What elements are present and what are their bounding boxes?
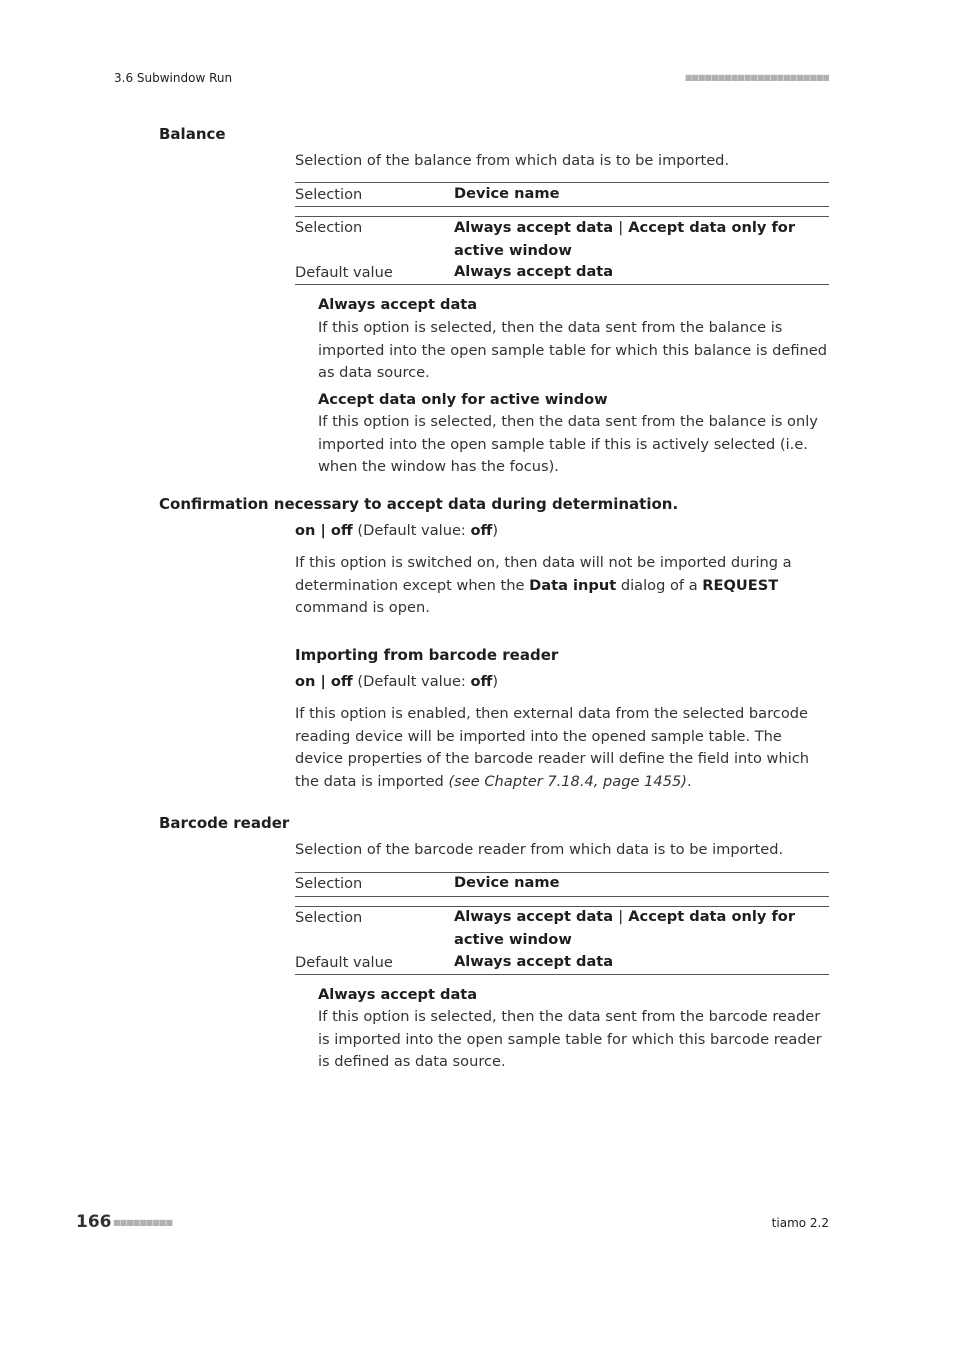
table-rule — [295, 896, 829, 897]
option-b: Accept data only for active window — [454, 219, 796, 259]
table-value: Always accept data — [454, 263, 614, 280]
confirmation-values — [295, 520, 829, 543]
default-suffix: ) — [492, 673, 499, 690]
option-description: If this option is selected, then the data sent from the balance is only imported into the open sample table if this is actively selected (i.e. when the window has the focus). — [318, 413, 818, 475]
barcode-reader-description: Selection of the barcode reader from which data is to be imported. — [295, 841, 784, 858]
option-separator: | — [618, 908, 624, 925]
table-bottom-rule — [295, 284, 829, 285]
barcode-import-description — [295, 703, 829, 793]
table-value: Always accept data — [454, 953, 614, 970]
option-title: Accept data only for active window — [318, 391, 608, 408]
text: If this option is switched on, then data will not be imported during a determination except when the — [295, 554, 792, 594]
default-prefix: (Default value: — [357, 673, 471, 690]
table-value-options — [454, 217, 829, 262]
option-description: If this option is selected, then the data sent from the barcode reader is imported into the open sample table for which this barcode reader is defined as data source. — [318, 1008, 822, 1070]
table-bottom-rule — [295, 974, 829, 975]
option-description: If this option is selected, then the data sent from the balance is imported into the open sample table for which this balance is defined as data source. — [318, 319, 828, 381]
footer-decoration: ■■■■■■■■■ — [113, 1218, 173, 1227]
table-key: Default value — [295, 264, 393, 281]
table-value-options — [454, 906, 829, 951]
default-value: off — [470, 673, 493, 690]
table-key: Default value — [295, 954, 393, 971]
cross-reference-link[interactable]: (see Chapter 7.18.4, page 1455) — [448, 772, 687, 790]
confirmation-description — [295, 552, 829, 620]
default-value: off — [470, 522, 493, 539]
balance-heading: Balance — [159, 125, 226, 143]
balance-description: Selection of the balance from which data is to be imported. — [295, 152, 730, 169]
option-title: Always accept data — [318, 986, 478, 1003]
text: dialog of a — [616, 576, 703, 594]
text: . — [686, 772, 692, 790]
option-a: Always accept data — [454, 908, 614, 925]
table-key: Selection — [295, 909, 363, 926]
barcode-import-heading: Importing from barcode reader — [295, 646, 559, 664]
value-range: on | off — [295, 522, 353, 539]
table-key: Selection — [295, 186, 363, 203]
header-decoration: ■■■■■■■■■■■■■■■■■■■■■■ — [684, 73, 829, 82]
default-prefix: (Default value: — [357, 522, 471, 539]
confirmation-heading: Confirmation necessary to accept data during determination. — [159, 495, 679, 513]
barcode-import-values — [295, 671, 829, 694]
table-rule — [295, 206, 829, 207]
table-value: Device name — [454, 874, 560, 891]
option-separator: | — [618, 219, 624, 236]
command-term: REQUEST — [702, 576, 779, 594]
table-key: Selection — [295, 875, 363, 892]
table-value: Device name — [454, 185, 560, 202]
default-suffix: ) — [492, 522, 499, 539]
table-key: Selection — [295, 219, 363, 236]
option-a: Always accept data — [454, 219, 614, 236]
ui-term: Data input — [529, 576, 617, 594]
value-range: on | off — [295, 673, 353, 690]
barcode-reader-heading: Barcode reader — [159, 814, 290, 832]
text: command is open. — [295, 599, 430, 616]
text: If this option is enabled, then external data from the selected barcode reading device will be imported into the opened sample table. The device properties of the barcode reader will define the field into which the data is imported — [295, 705, 810, 790]
option-title: Always accept data — [318, 296, 478, 313]
page-number: 166 — [76, 1212, 112, 1232]
running-header-section: 3.6 Subwindow Run — [114, 71, 233, 85]
option-b: Accept data only for active window — [454, 908, 796, 948]
product-name: tiamo 2.2 — [771, 1216, 829, 1230]
